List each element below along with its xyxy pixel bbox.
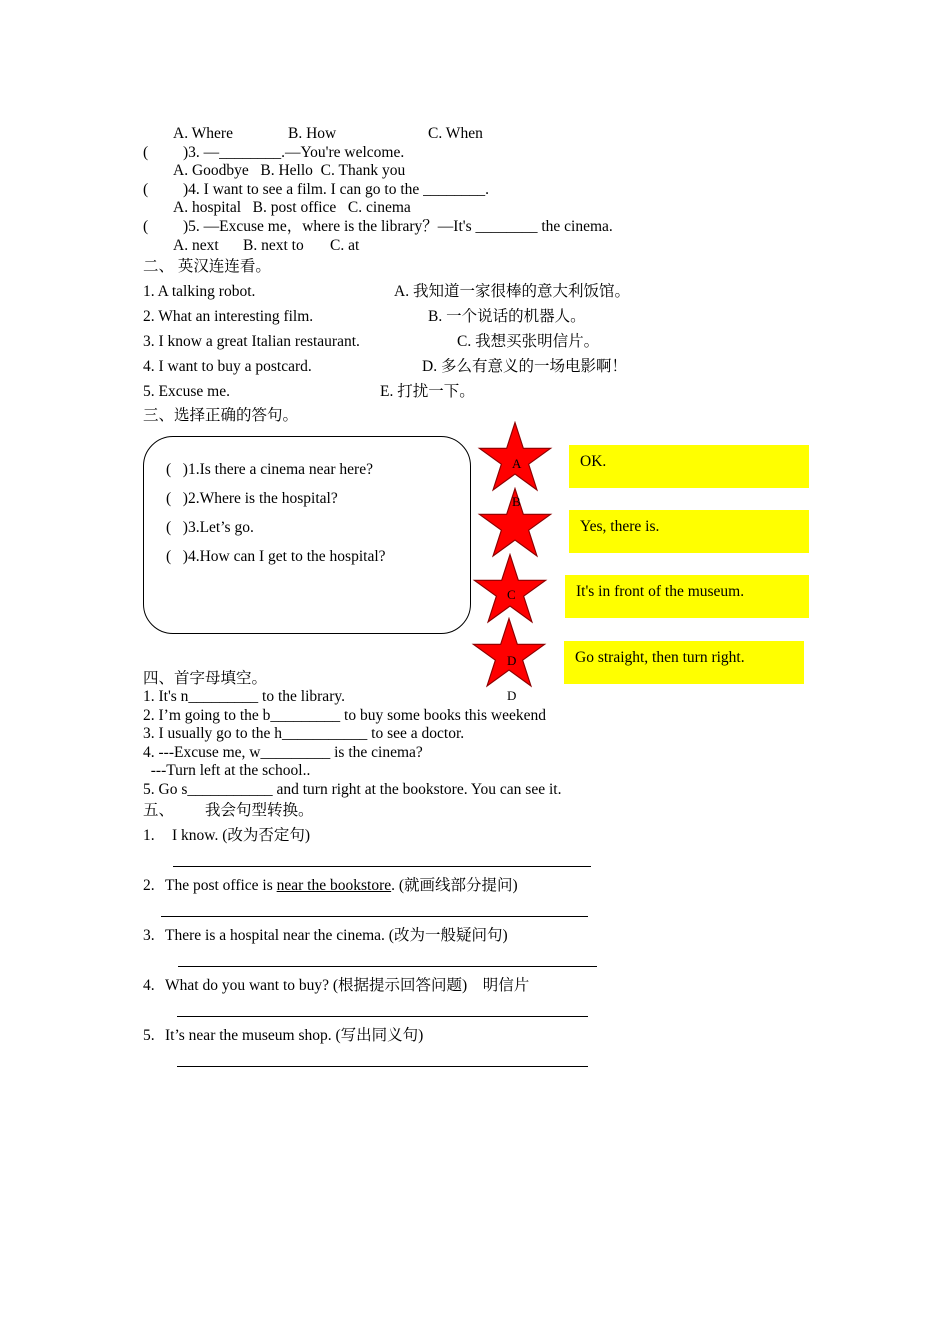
answer-line-1: [173, 866, 591, 867]
transform-3-num: 3.: [143, 927, 155, 944]
q3-paren: (: [143, 144, 149, 161]
fill-line-4-reply: ---Turn left at the school..: [143, 762, 311, 779]
q5-paren: (: [143, 218, 149, 235]
choice-question-2: ( )2.Where is the hospital?: [166, 490, 338, 507]
q3-options: A. Goodbye B. Hello C. Thank you: [173, 162, 406, 179]
part3-heading: 三、选择正确的答句。: [143, 407, 299, 424]
underlined-phrase: near the bookstore: [276, 877, 392, 894]
match-left-5: 5. Excuse me.: [143, 383, 230, 400]
star-letter-b: B: [512, 494, 521, 509]
match-left-4: 4. I want to buy a postcard.: [143, 358, 312, 375]
q4-paren: (: [143, 181, 149, 198]
transform-1-text: I know. (改为否定句): [172, 827, 311, 844]
transform-4-num: 4.: [143, 977, 155, 994]
star-letter-d-below: D: [507, 688, 517, 703]
fill-line-4: 4. ---Excuse me, w_________ is the cinema?: [143, 744, 423, 761]
match-right-c: C. 我想买张明信片。: [457, 333, 600, 350]
star-letter-a: A: [512, 456, 522, 471]
match-left-3: 3. I know a great Italian restaurant.: [143, 333, 360, 350]
match-left-1: 1. A talking robot.: [143, 283, 256, 300]
part2-heading: 二、 英汉连连看。: [143, 258, 271, 275]
transform-2-text: The post office is near the bookstore. (就画线部分提问): [165, 877, 518, 894]
match-right-e: E. 打扰一下。: [380, 383, 475, 400]
fill-line-3: 3. I usually go to the h___________ to see a doctor.: [143, 725, 465, 742]
match-right-d: D. 多么有意义的一场电影啊！: [422, 358, 627, 375]
transform-3-text: There is a hospital near the cinema. (改为一般疑问句): [165, 927, 508, 944]
answer-line-3: [178, 966, 597, 967]
choice-question-1: ( )1.Is there a cinema near here?: [166, 461, 373, 478]
transform-5-text: It’s near the museum shop. (写出同义句): [165, 1027, 424, 1044]
star-letter-c: C: [507, 587, 516, 602]
fill-line-2: 2. I’m going to the b_________ to buy some books this weekend: [143, 707, 546, 724]
star-letter-d: D: [507, 653, 517, 668]
q4-question: )4. I want to see a film. I can go to the ________.: [183, 181, 490, 198]
match-right-b: B. 一个说话的机器人。: [428, 308, 586, 325]
q5-option-a: A. next: [173, 237, 219, 254]
answer-box-d: Go straight, then turn right.: [564, 641, 804, 684]
answer-line-4: [177, 1016, 588, 1017]
answer-box-a: OK.: [569, 445, 809, 488]
q5-option-c: C. at: [330, 237, 360, 254]
answer-box-b: Yes, there is.: [569, 510, 809, 553]
q4-options: A. hospital B. post office C. cinema: [173, 199, 411, 216]
part5-heading: 五、 我会句型转换。: [143, 802, 314, 819]
answer-box-c: It's in front of the museum.: [565, 575, 809, 618]
transform-5-num: 5.: [143, 1027, 155, 1044]
answer-line-5: [177, 1066, 588, 1067]
q2-option-a: A. Where: [173, 125, 233, 142]
transform-2-num: 2.: [143, 877, 155, 894]
match-left-2: 2. What an interesting film.: [143, 308, 314, 325]
q2-option-b: B. How: [288, 125, 337, 142]
q3-question: )3. —________.—You're welcome.: [183, 144, 405, 161]
part4-heading: 四、首字母填空。: [143, 670, 268, 687]
q5-question: )5. —Excuse me，where is the library？—It's ________ the cinema.: [183, 218, 613, 235]
q5-option-b: B. next to: [243, 237, 304, 254]
transform-4-text: What do you want to buy? (根据提示回答问题) 明信片: [165, 977, 530, 994]
choice-question-3: ( )3.Let’s go.: [166, 519, 254, 536]
choice-question-4: ( )4.How can I get to the hospital?: [166, 548, 386, 565]
q2-option-c: C. When: [428, 125, 483, 142]
fill-line-1: 1. It's n_________ to the library.: [143, 688, 345, 705]
answer-line-2: [161, 916, 588, 917]
match-right-a: A. 我知道一家很棒的意大利饭馆。: [394, 283, 630, 300]
fill-line-5: 5. Go s___________ and turn right at the bookstore. You can see it.: [143, 781, 562, 798]
transform-1-num: 1.: [143, 827, 155, 844]
